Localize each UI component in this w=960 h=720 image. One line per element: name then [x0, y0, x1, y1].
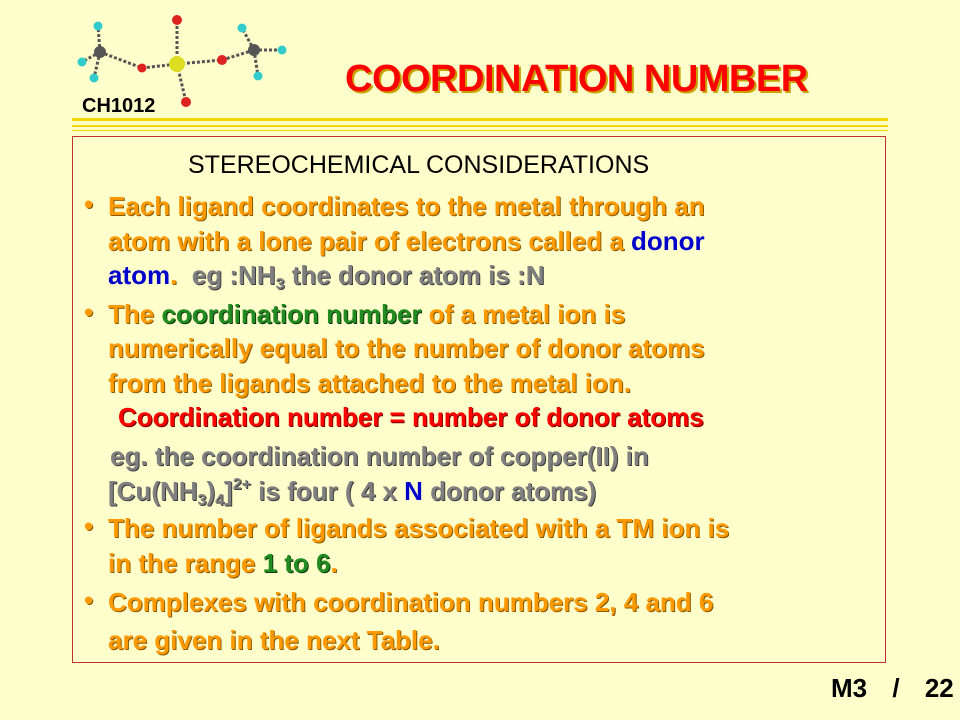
page-number: 22: [924, 673, 954, 703]
section-subtitle: STEREOCHEMICAL CONSIDERATIONS: [188, 151, 650, 179]
slide-footer: [831, 673, 954, 704]
example-line-2: [108, 474, 596, 508]
bullet-marker: •: [84, 189, 94, 219]
bullet-2-line-1: [108, 297, 625, 331]
example-text: eg :NH: [191, 260, 276, 290]
donor-term: atom: [108, 260, 171, 290]
key-term: coordination number: [161, 299, 422, 329]
bullet-marker: •: [84, 297, 94, 327]
title-rule: [72, 130, 888, 131]
definition-line: Coordination number = number of donor atoms: [118, 402, 704, 432]
bullet-1-line-3: [108, 258, 544, 292]
text-run: The: [108, 299, 162, 329]
bullet-2-line-3: from the ligands attached to the metal ion.: [108, 368, 631, 398]
title-rule: [72, 118, 888, 121]
bullet-4-line-1: Complexes with coordination numbers 2, 4 and 6: [108, 587, 714, 617]
bullet-marker: •: [84, 511, 94, 541]
example-text: [Cu(NH: [108, 476, 198, 506]
example-text: the donor atom is :N: [284, 260, 545, 290]
example-text: ): [206, 476, 216, 506]
bullet-1-line-2: [108, 224, 705, 258]
bullet-2-line-2: numerically equal to the number of donor atoms: [108, 333, 705, 363]
donor-term: donor: [631, 226, 705, 256]
example-text: donor atoms): [422, 476, 597, 506]
bullet-3-line-2: [108, 546, 338, 580]
subscript: 3: [275, 276, 285, 293]
example-text: ]: [224, 476, 233, 506]
text-run: in the range: [108, 548, 263, 578]
superscript: 2+: [232, 476, 251, 493]
bullet-1-line-1: Each ligand coordinates to the metal through an: [108, 191, 705, 221]
text-run: .: [170, 260, 192, 290]
text-run: .: [330, 548, 338, 578]
module-label: M3: [831, 673, 868, 703]
page-separator: /: [892, 673, 900, 703]
text-run: atom with a lone pair of electrons called a: [108, 226, 632, 256]
donor-atom-symbol: N: [404, 476, 423, 506]
range-value: 1 to 6: [262, 548, 331, 578]
example-text: is four ( 4 x: [250, 476, 405, 506]
title-rule: [72, 125, 888, 127]
course-code: CH1012: [82, 95, 156, 117]
slide-title: COORDINATION NUMBER: [345, 58, 808, 100]
subscript: 4: [215, 492, 225, 509]
text-run: of a metal ion is: [421, 299, 626, 329]
subscript: 3: [197, 492, 207, 509]
bullet-marker: •: [84, 585, 94, 615]
bullet-3-line-1: The number of ligands associated with a TM ion is: [108, 513, 730, 543]
bullet-4-line-2: are given in the next Table.: [108, 625, 440, 655]
example-line-1: eg. the coordination number of copper(II) in: [110, 441, 649, 471]
